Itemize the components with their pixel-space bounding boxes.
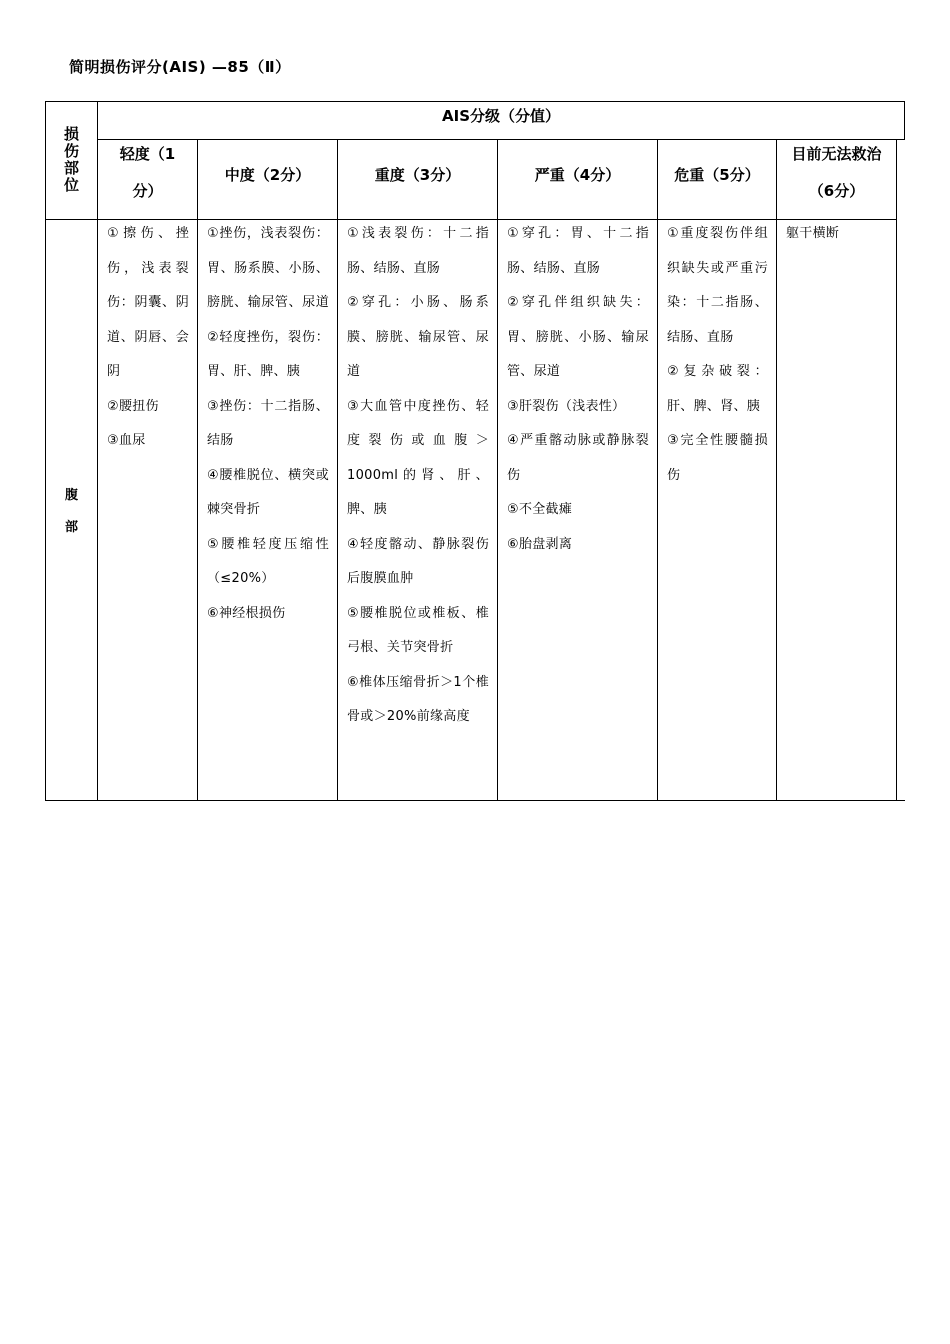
injury-item: ⑤腰椎脱位或椎板、椎弓根、关节突骨折: [347, 605, 489, 655]
level-header-serious: 重度（3分）: [374, 165, 461, 184]
cell-severe: [498, 215, 657, 800]
region-header-char: 损: [63, 125, 79, 143]
injury-item: 躯干横断: [786, 226, 840, 241]
cell-unsurvivable: [777, 215, 896, 800]
injury-item: ①重度裂伤伴组织缺失或严重污染：十二指肠、结肠、直肠: [667, 226, 768, 345]
level-header-unsurvivable: 目前无法救治 （6分）: [791, 145, 882, 200]
injury-item: ①穿孔：胃、十二指肠、结肠、直肠: [507, 226, 649, 276]
region-char: 部: [64, 520, 78, 535]
injury-item: ④腰椎脱位、横突或棘突骨折: [207, 467, 329, 517]
region-header-char: 伤: [63, 142, 79, 160]
injury-item: ③血尿: [107, 433, 146, 448]
injury-item: ③完全性腰髓损伤: [667, 433, 768, 483]
injury-item: ②腰扭伤: [107, 398, 159, 414]
injury-item: ③大血管中度挫伤、轻度裂伤或血腹＞1000ml的肾、肝、脾、胰: [347, 398, 489, 517]
injury-item: ①挫伤，浅表裂伤：胃、肠系膜、小肠、膀胱、输尿管、尿道②轻度挫伤，裂伤：胃、肝、脾、胰: [207, 226, 329, 379]
region-header-char: 部: [63, 159, 79, 177]
region-header: [46, 120, 97, 200]
level-header-critical: 危重（5分）: [674, 165, 760, 184]
level-header-moderate: 中度（2分）: [224, 165, 311, 184]
injury-item: ⑤不全截瘫: [507, 502, 573, 517]
injury-item: ②穿孔：小肠、肠系膜、膀胱、输尿管、尿道: [347, 295, 489, 379]
injury-item: ⑥神经根损伤: [207, 605, 286, 621]
injury-item: ②复杂破裂：肝、脾、肾、胰: [667, 364, 768, 414]
injury-item: ②穿孔伴组织缺失：胃、膀胱、小肠、输尿管、尿道: [507, 295, 649, 379]
injury-item: ⑤腰椎轻度压缩性（≤20%）: [207, 536, 329, 586]
injury-item: ⑥椎体压缩骨折＞1个椎骨或＞20%前缘高度: [347, 674, 489, 724]
level-header-severe: 严重（4分）: [534, 165, 621, 184]
region-abdomen: [46, 480, 97, 544]
injury-item: ④轻度髂动、静脉裂伤后腹膜血肿: [347, 536, 489, 586]
injury-item: ⑥胎盘剥离: [507, 536, 573, 552]
document-title: 简明损伤评分(AIS) —85（Ⅱ）: [69, 58, 291, 76]
injury-item: ③挫伤：十二指肠、结肠: [207, 398, 329, 448]
cell-serious: [338, 215, 497, 800]
region-char: 腹: [64, 488, 78, 503]
cell-critical: [658, 215, 776, 800]
injury-item: ④严重髂动脉或静脉裂伤: [507, 433, 649, 483]
cell-mild: [98, 215, 197, 800]
level-header-mild: 轻度（1 分）: [119, 145, 176, 200]
cell-moderate: [198, 215, 337, 800]
injury-item: ①擦伤、挫伤，浅表裂伤：阴囊、阴道、阴唇、会阴: [107, 226, 189, 379]
injury-item: ①浅表裂伤：十二指肠、结肠、直肠: [347, 226, 489, 276]
region-header-char: 位: [63, 176, 79, 194]
ais-group-header: AIS分级（分值）: [442, 106, 560, 125]
injury-item: ③肝裂伤（浅表性）: [507, 398, 626, 414]
